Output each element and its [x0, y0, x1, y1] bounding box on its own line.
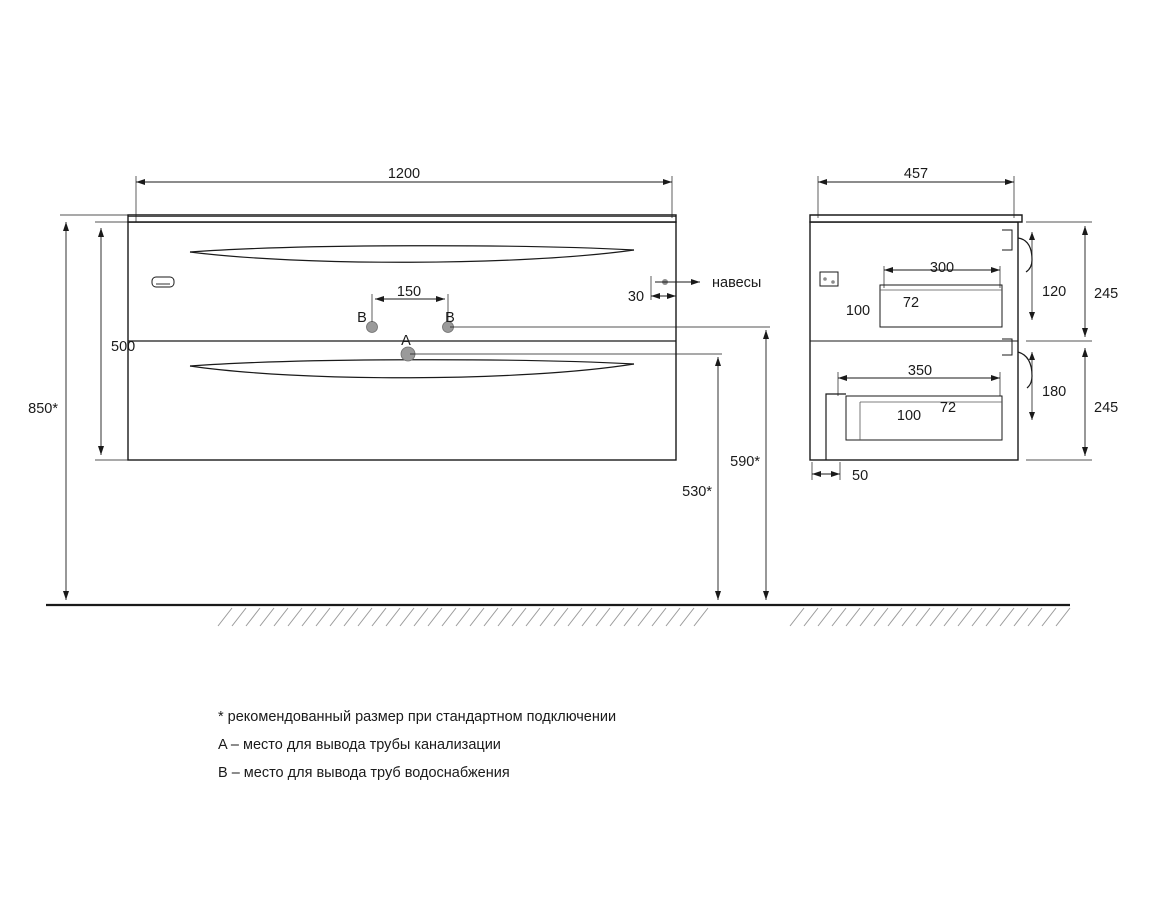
floor-hatch-right: [790, 608, 1070, 626]
label-b-right: B: [445, 310, 455, 326]
dim-150-label: 150: [396, 284, 422, 300]
dim-245-bottom-label: 245: [1094, 400, 1119, 416]
front-countertop: [128, 215, 676, 222]
dim-50-arrow-left: [812, 471, 821, 477]
dim-850-label: 850*: [28, 401, 58, 417]
legend-block: [218, 703, 918, 787]
dim-850-arrow-bottom: [63, 591, 69, 600]
dim-500-arrow-top: [98, 228, 104, 237]
dim-245-top-label: 245: [1094, 286, 1119, 302]
marker-b-left: [367, 322, 378, 333]
dim-180-arrow-bottom: [1029, 412, 1035, 420]
dim-72-bottom-label: 72: [939, 400, 957, 416]
hanger-annotation-label: навесы: [712, 275, 762, 291]
side-siphon-bottom: [1018, 352, 1032, 388]
dim-72-top-label: 72: [902, 295, 920, 311]
side-hanger-screw-1: [823, 277, 827, 281]
front-left-hanger-detail: [152, 277, 174, 287]
dim-530-arrow-bottom: [715, 591, 721, 600]
dim-30-label: 30: [627, 289, 645, 305]
dim-457-arrow-left: [818, 179, 827, 185]
side-hanger-screw-2: [831, 280, 835, 284]
dim-120-arrow-bottom: [1029, 312, 1035, 320]
front-view-group: [28, 166, 770, 600]
dim-100-top-label: 100: [845, 303, 871, 319]
dim-590-label: 590*: [730, 454, 760, 470]
dim-590-arrow-bottom: [763, 591, 769, 600]
dim-300-label: 300: [929, 260, 955, 276]
label-b-left: B: [357, 310, 367, 326]
dim-245-bottom-arrow-bottom: [1082, 447, 1088, 456]
dim-50-label: 50: [852, 468, 869, 484]
side-hanger-bracket: [820, 272, 838, 286]
side-siphon-top: [1018, 238, 1032, 272]
legend-line-1: * рекомендованный размер при стандартном подключении: [218, 709, 617, 725]
dim-245-top-arrow-top: [1082, 226, 1088, 235]
dim-1200-arrow-right: [663, 179, 672, 185]
dim-180-arrow-top: [1029, 352, 1035, 360]
dim-120-label: 120: [1042, 284, 1067, 300]
dim-350-label: 350: [907, 363, 933, 379]
dim-457-label: 457: [903, 166, 929, 182]
dim-100-bottom-label: 100: [896, 408, 922, 424]
dim-850-arrow-top: [63, 222, 69, 231]
dim-245-bottom-arrow-top: [1082, 348, 1088, 357]
dim-245-top-arrow-bottom: [1082, 328, 1088, 337]
hanger-leader-arrow: [691, 279, 700, 285]
floor-hatch-left: [218, 608, 708, 626]
side-countertop: [810, 215, 1022, 222]
dim-1200-label: 1200: [387, 166, 421, 182]
legend-line-2: A – место для вывода трубы канализации: [218, 737, 501, 753]
dim-590-arrow-top: [763, 330, 769, 339]
dim-530-label: 530*: [682, 484, 712, 500]
dim-120-arrow-top: [1029, 232, 1035, 240]
dim-50-arrow-right: [831, 471, 840, 477]
dim-500-label: 500: [111, 339, 136, 355]
dim-180-label: 180: [1042, 384, 1067, 400]
dim-1200-arrow-left: [136, 179, 145, 185]
legend-line-3: B – место для вывода труб водоснабжения: [218, 765, 510, 781]
floor-group: [46, 605, 1070, 626]
dim-500-arrow-bottom: [98, 446, 104, 455]
side-view-group: [810, 166, 1118, 484]
dim-457-arrow-right: [1005, 179, 1014, 185]
side-lower-drawer-box: [846, 396, 1002, 440]
dim-530-arrow-top: [715, 357, 721, 366]
side-upper-drawer-box: [880, 285, 1002, 327]
label-a-drain: A: [401, 333, 411, 349]
